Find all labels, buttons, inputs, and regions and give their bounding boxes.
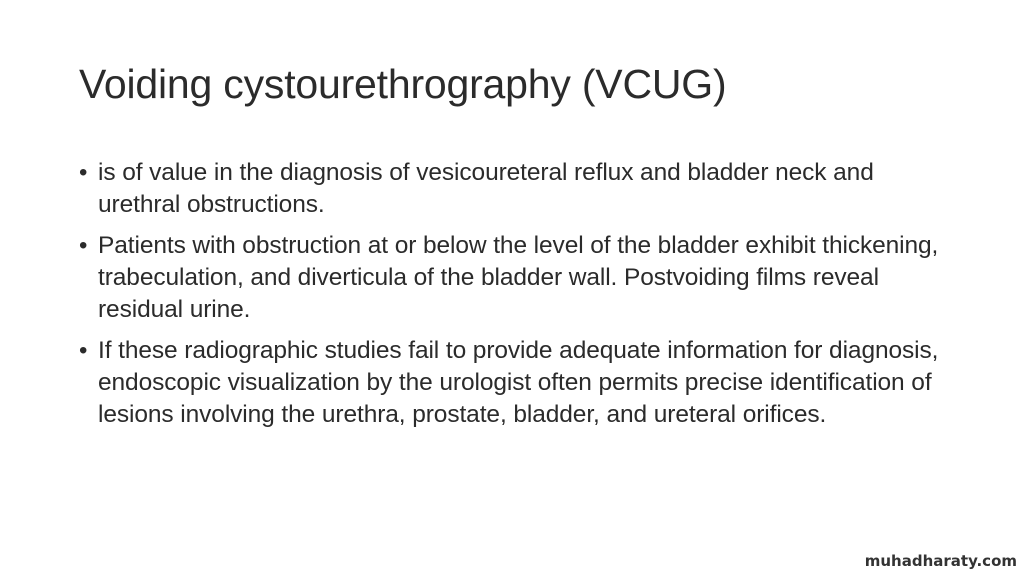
bullet-item: • Patients with obstruction at or below the level of the bladder exhibit thickening, trabeculation, and diverticula of the bladder wall. Postvoiding films reveal residual urine. — [79, 230, 959, 326]
bullet-item: • is of value in the diagnosis of vesicoureteral reflux and bladder neck and urethral obstructions. — [79, 157, 959, 221]
bullet-item: • If these radiographic studies fail to provide adequate information for diagnosis, endoscopic visualization by the urologist often permits precise identification of lesions involving the urethra, prostate, bladder, and ureteral orifices. — [79, 335, 959, 431]
bullet-list — [79, 157, 959, 440]
watermark: muhadharaty.com — [864, 552, 1017, 570]
slide-title: Voiding cystourethrography (VCUG) — [79, 61, 727, 107]
